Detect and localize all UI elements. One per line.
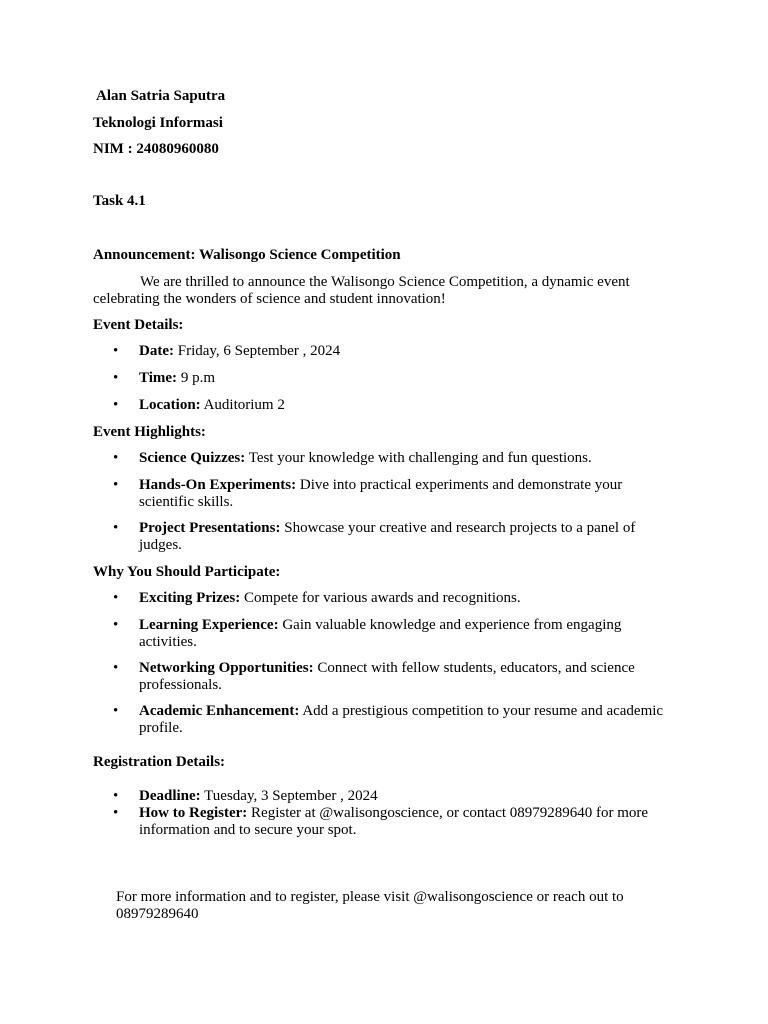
bullet-icon: •: [113, 477, 119, 493]
bullet-icon: •: [113, 703, 119, 719]
list-item-text: Deadline: Tuesday, 3 September , 2024: [139, 788, 378, 804]
author-name: Alan Satria Saputra: [96, 88, 226, 104]
bullet-icon: •: [113, 788, 119, 804]
bullet-icon: •: [113, 520, 119, 536]
list-item-text: How to Register: Register at @walisongoscience, or contact 08979289640 for more information and to secure your spot.: [139, 805, 649, 838]
task-label: Task 4.1: [93, 193, 146, 209]
list-item-text: Location: Auditorium 2: [139, 397, 285, 413]
event-details-heading: Event Details:: [93, 317, 184, 333]
bullet-icon: •: [113, 805, 119, 821]
list-item-text: Learning Experience: Gain valuable knowledge and experience from engaging activities.: [139, 617, 622, 650]
bullet-icon: •: [113, 590, 119, 606]
footer-note: For more information and to register, please visit @walisongoscience or reach out to 08979289640: [116, 889, 624, 922]
list-item-text: Hands-On Experiments: Dive into practical experiments and demonstrate your scientific skills.: [139, 477, 623, 510]
announcement-title: Announcement: Walisongo Science Competition: [93, 247, 401, 263]
event-highlights-heading: Event Highlights:: [93, 424, 206, 440]
list-item-text: Networking Opportunities: Connect with fellow students, educators, and science professionals.: [139, 660, 635, 693]
bullet-icon: •: [113, 450, 119, 466]
bullet-icon: •: [113, 343, 119, 359]
registration-heading: Registration Details:: [93, 754, 226, 770]
bullet-icon: •: [113, 370, 119, 386]
bullet-icon: •: [113, 660, 119, 676]
list-item-text: Time: 9 p.m: [139, 370, 215, 386]
list-item-text: Exciting Prizes: Compete for various awards and recognitions.: [139, 590, 521, 606]
study-program: Teknologi Informasi: [93, 115, 223, 131]
bullet-icon: •: [113, 397, 119, 413]
list-item-text: Science Quizzes: Test your knowledge with challenging and fun questions.: [139, 450, 592, 466]
list-item-text: Project Presentations: Showcase your creative and research projects to a panel of judges.: [139, 520, 636, 553]
list-item-text: Date: Friday, 6 September , 2024: [139, 343, 341, 359]
list-item-text: Academic Enhancement: Add a prestigious competition to your resume and academic profile.: [139, 703, 664, 736]
bullet-icon: •: [113, 617, 119, 633]
why-participate-heading: Why You Should Participate:: [93, 564, 281, 580]
student-id: NIM : 24080960080: [93, 141, 219, 157]
announcement-intro: We are thrilled to announce the Walisongo Science Competition, a dynamic event celebrating the wonders of science and student innovation!: [93, 274, 630, 307]
